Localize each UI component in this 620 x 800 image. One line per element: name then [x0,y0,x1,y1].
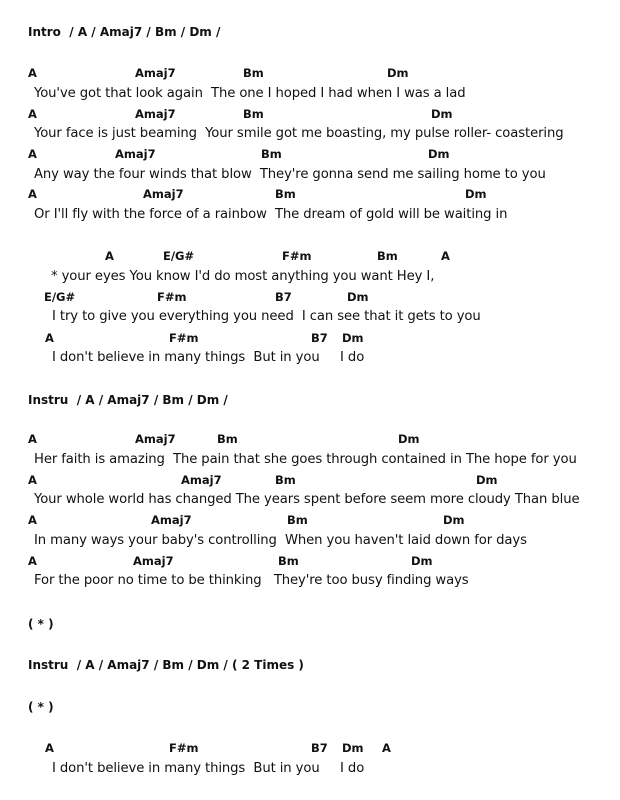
chord: A [28,107,37,121]
chord: A [28,513,37,527]
chord: A [28,147,37,161]
lyric-line: Any way the four winds that blow They're gonna send me sailing home to you [34,167,546,182]
chord: F#m [157,290,187,304]
chord: F#m [282,249,312,263]
lyric-line: I don't believe in many things But in you I do [52,761,365,776]
chord: Dm [431,107,453,121]
chord: A [105,249,114,263]
chord: A [382,741,391,755]
chord: Dm [387,66,409,80]
chord: Bm [275,187,296,201]
intro-line: Intro / A / Amaj7 / Bm / Dm / [28,25,221,39]
lyric-line: Your face is just beaming Your smile got me boasting, my pulse roller- coastering [34,126,564,141]
lyric-line: I try to give you everything you need I can see that it gets to you [52,309,481,324]
chord: Dm [465,187,487,201]
chord: Dm [342,741,364,755]
chord: Bm [243,66,264,80]
instrumental-line: Instru / A / Amaj7 / Bm / Dm / ( 2 Times ) [28,658,304,672]
chord: F#m [169,741,199,755]
chord: Dm [411,554,433,568]
chord: Bm [243,107,264,121]
chord: Dm [342,331,364,345]
chord: Bm [287,513,308,527]
chord: Dm [443,513,465,527]
chord: E/G# [163,249,195,263]
chord: Bm [278,554,299,568]
chord: Dm [347,290,369,304]
chord: B7 [311,741,328,755]
lyric-line: I don't believe in many things But in you I do [52,350,365,365]
lyric-line: * your eyes You know I'd do most anything you want Hey I, [51,269,435,284]
lyric-line: For the poor no time to be thinking They're too busy finding ways [34,573,469,588]
chord: Amaj7 [143,187,184,201]
chord: A [28,66,37,80]
chord: Bm [275,473,296,487]
chord: Dm [428,147,450,161]
chord: A [28,554,37,568]
chord: A [441,249,450,263]
lyric-line: In many ways your baby's controlling When you haven't laid down for days [34,533,527,548]
chord: B7 [275,290,292,304]
chord: E/G# [44,290,76,304]
chord: Dm [398,432,420,446]
chord: Dm [476,473,498,487]
chord: Amaj7 [135,66,176,80]
chord: A [28,473,37,487]
chord: Amaj7 [151,513,192,527]
chord: Amaj7 [135,432,176,446]
lyric-line: Her faith is amazing The pain that she goes through contained in The hope for you [34,452,577,467]
chorus-marker: ( * ) [28,700,54,714]
lyric-line: Your whole world has changed The years spent before seem more cloudy Than blue [34,492,580,507]
chord: Amaj7 [115,147,156,161]
chord: B7 [311,331,328,345]
chord: Amaj7 [133,554,174,568]
chord: F#m [169,331,199,345]
lyric-line: Or I'll fly with the force of a rainbow The dream of gold will be waiting in [34,207,508,222]
chord: Bm [377,249,398,263]
lyric-line: You've got that look again The one I hoped I had when I was a lad [34,86,466,101]
chord: Bm [217,432,238,446]
chord: A [28,187,37,201]
chord: A [45,741,54,755]
instrumental-line: Instru / A / Amaj7 / Bm / Dm / [28,393,228,407]
chord: Amaj7 [181,473,222,487]
chord: Bm [261,147,282,161]
chord: A [28,432,37,446]
chord: A [45,331,54,345]
chorus-marker: ( * ) [28,617,54,631]
chord: Amaj7 [135,107,176,121]
